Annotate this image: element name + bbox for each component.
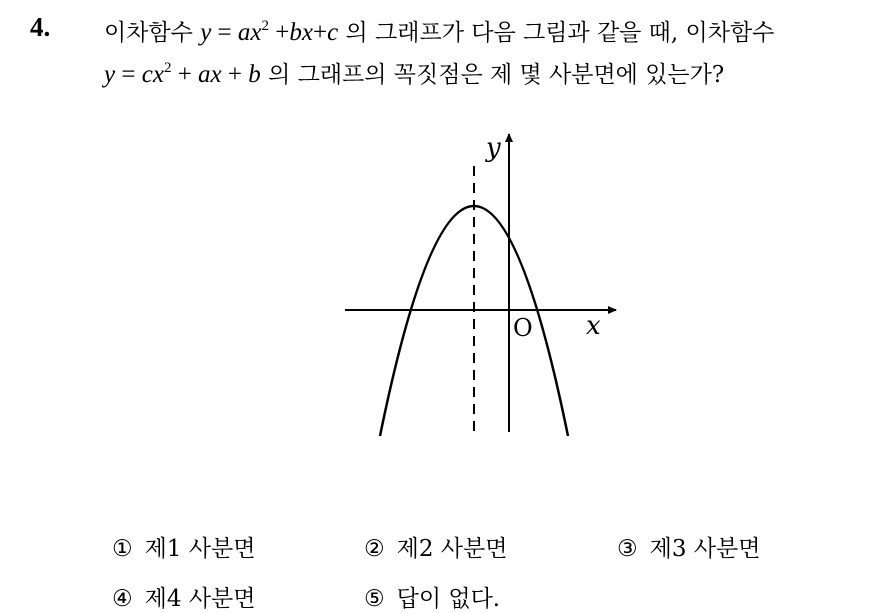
choice-5-text: 답이 없다.	[396, 586, 501, 612]
choice-4[interactable]	[112, 580, 255, 613]
choice-5-mark: ⑤	[364, 586, 385, 612]
question-prefix: 이차함수	[104, 20, 193, 46]
choice-1-mark: ①	[112, 536, 133, 562]
choice-3-mark: ③	[617, 536, 638, 562]
choice-3-text: 제3 사분면	[649, 536, 761, 562]
question-end: 의 그래프의 꼭짓점은 제 몇 사분면에 있는가?	[268, 62, 725, 88]
question-number: 4.	[30, 12, 51, 42]
question-middle: 의 그래프가 다음 그림과 같을 때, 이차함수	[345, 20, 775, 46]
choice-2-text: 제2 사분면	[396, 536, 508, 562]
y-axis-label: y	[486, 133, 501, 163]
choice-3[interactable]	[617, 530, 760, 563]
choice-4-text: 제4 사분면	[144, 586, 256, 612]
formula-new-quadratic: $y = cx^2$ + ax + b	[104, 60, 261, 88]
origin-label: O	[513, 314, 533, 342]
choice-2-mark: ②	[364, 536, 385, 562]
choice-1[interactable]	[112, 530, 255, 563]
choice-5[interactable]	[364, 580, 500, 613]
formula-original-quadratic: $y = ax^2 +bx+c$	[200, 18, 339, 46]
choice-4-mark: ④	[112, 586, 133, 612]
choice-2[interactable]	[364, 530, 507, 563]
x-axis-label: x	[586, 311, 601, 341]
choice-1-text: 제1 사분면	[144, 536, 256, 562]
